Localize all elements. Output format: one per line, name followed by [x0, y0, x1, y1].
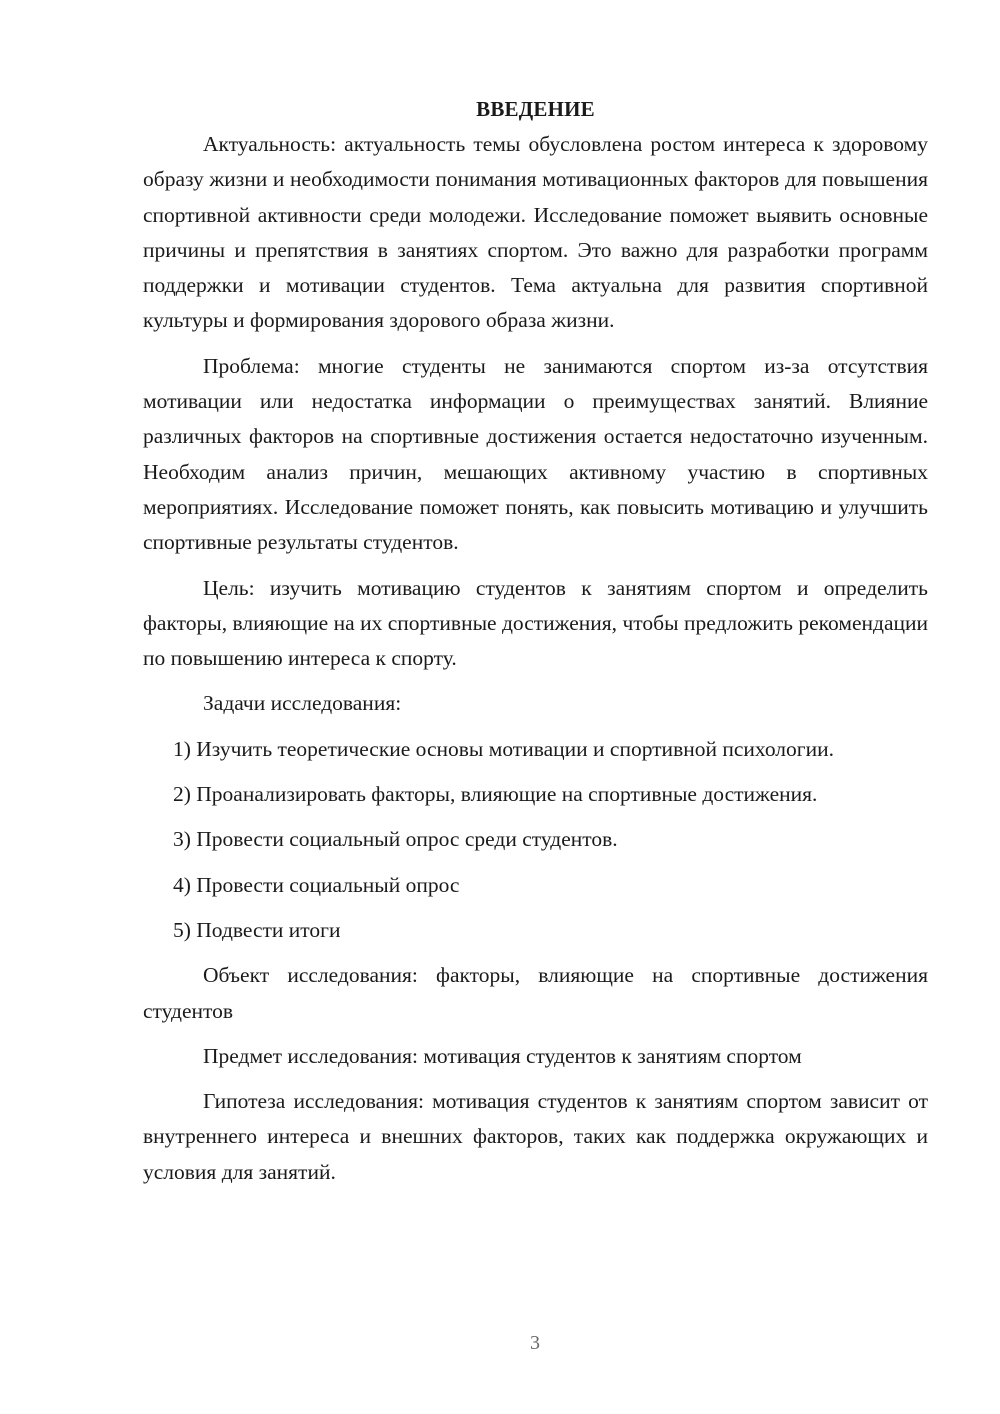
tasks-title: Задачи исследования:	[203, 691, 402, 716]
relevance-paragraph: Актуальность: актуальность темы обусловлена ростом интереса к здоровому образу жизни и необходимости понимания мотивационных факторов для повышения спортивной активности среди молодежи. Исследование поможет выявить основные причины и препятствия в занятиях спортом. Это важно для разработки программ поддержки и мотивации студентов. Тема актуальна для развития спортивной культуры и формирования здорового образа жизни.	[143, 132, 928, 333]
task-item-2: 2) Проанализировать факторы, влияющие на спортивные достижения.	[173, 782, 818, 807]
page-number: 3	[530, 1332, 540, 1354]
task-item-4: 4) Провести социальный опрос	[173, 872, 460, 897]
task-item-3: 3) Провести социальный опрос среди студентов.	[173, 827, 618, 852]
goal-paragraph: Цель: изучить мотивацию студентов к занятиям спортом и определить факторы, влияющие на их спортивные достижения, чтобы предложить рекомендации по повышению интереса к спорту.	[143, 575, 928, 671]
task-item-1: 1) Изучить теоретические основы мотивации и спортивной психологии.	[173, 736, 834, 761]
page-title: ВВЕДЕНИЕ	[476, 97, 595, 121]
document-page	[143, 92, 928, 1190]
object-paragraph: Объект исследования: факторы, влияющие на спортивные достижения студентов	[143, 963, 928, 1023]
hypothesis-paragraph: Гипотеза исследования: мотивация студентов к занятиям спортом зависит от внутреннего интереса и внешних факторов, таких как поддержка окружающих и условия для занятий.	[143, 1089, 928, 1184]
subject-paragraph: Предмет исследования: мотивация студентов к занятиям спортом	[203, 1043, 802, 1068]
task-item-5: 5) Подвести итоги	[173, 917, 341, 942]
problem-paragraph: Проблема: многие студенты не занимаются спортом из-за отсутствия мотивации или недостатка информации о преимуществах занятий. Влияние различных факторов на спортивные достижения остается недостаточно изученным. Необходим анализ причин, мешающих активному участию в спортивных мероприятиях. Исследование поможет понять, как повысить мотивацию и улучшить спортивные результаты студентов.	[143, 353, 928, 555]
